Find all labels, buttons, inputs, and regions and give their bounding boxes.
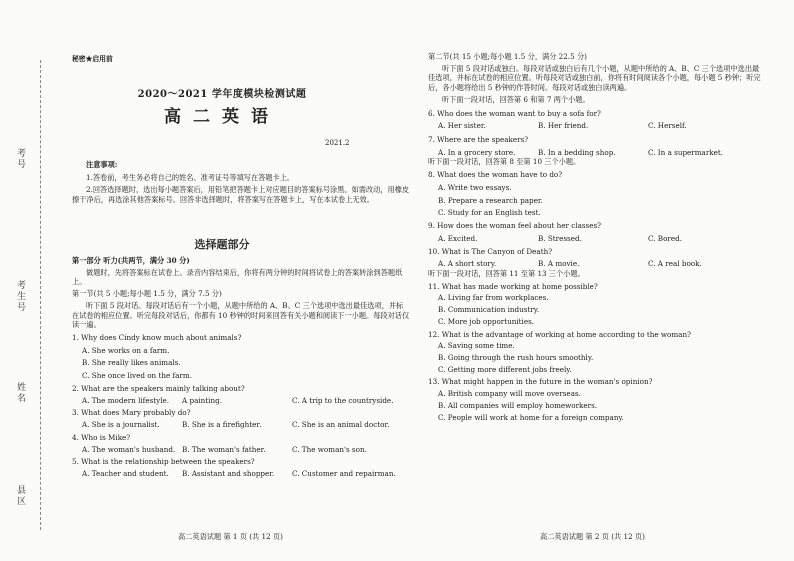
option-b: B. Stressed. xyxy=(538,233,582,243)
question-text: 2. What are the speakers mainly talking about? xyxy=(72,383,245,393)
question-5 xyxy=(72,457,410,478)
section2-title: 第二节(共 15 小题;每小题 1.5 分，满分 22.5 分) xyxy=(428,52,587,61)
exam-title: 2020～2021 学年度模块检测试题 xyxy=(137,89,307,100)
question-1 xyxy=(72,333,410,381)
option-a: A. The woman's husband. xyxy=(82,444,176,454)
option-c: C. The woman's son. xyxy=(292,444,367,454)
seal-line xyxy=(40,60,41,530)
listen-instruction: 听下面一段对话，回答第 6 和第 7 两个小题。 xyxy=(442,94,590,104)
section-title: 选择题部分 xyxy=(194,238,250,251)
candidate-number-label: 考生号 xyxy=(15,280,25,313)
binding-margin xyxy=(0,0,52,561)
question-13 xyxy=(428,377,766,422)
question-text: 11. What has made working at home possible? xyxy=(428,281,598,291)
question-text: 3. What does Mary probably do? xyxy=(72,408,191,418)
option-a: A. In a grocery store. xyxy=(438,147,516,157)
option-c: C. Herself. xyxy=(648,121,687,131)
option-b: B. Prepare a research paper. xyxy=(438,195,543,205)
page-footer-right: 高二英语试题 第 2 页 (共 12 页) xyxy=(540,532,645,541)
question-12 xyxy=(428,330,766,375)
part-title: 第一部分 听力(共两节，满分 30 分) xyxy=(72,256,190,265)
confidential-mark: 秘密★启用前 xyxy=(72,55,113,63)
option-c: C. She once lived on the farm. xyxy=(82,371,192,381)
options-row xyxy=(72,420,410,430)
question-text: 4. Who is Mike? xyxy=(72,432,131,442)
instruction-item: 1.答卷前，考生务必将自己的姓名、准考证号等填写在答题卡上。 xyxy=(86,172,295,182)
question-3 xyxy=(72,408,410,429)
option-a: A. Living far from workplaces. xyxy=(438,293,549,303)
exam-date: 2021.2 xyxy=(325,139,350,147)
option-a: A. She is a journalist. xyxy=(82,420,160,430)
option-a: A. A short story. xyxy=(438,259,497,269)
option-c: C. She is an animal doctor. xyxy=(292,420,390,430)
options-row xyxy=(72,396,410,406)
instructions-heading: 注意事项: xyxy=(86,160,118,169)
question-7 xyxy=(428,135,766,157)
option-c: C. More job opportunities. xyxy=(438,316,535,326)
question-11 xyxy=(428,282,766,327)
options-row xyxy=(428,148,766,158)
question-text: 1. Why does Cindy know much about animals? xyxy=(72,333,242,343)
option-c: C. A trip to the countryside. xyxy=(292,395,394,405)
option-a: A. She works on a farm. xyxy=(82,345,170,355)
option-b: A painting. xyxy=(182,395,222,405)
option-a: A. British company will move overseas. xyxy=(438,389,581,399)
option-b: B. Going through the rush hours smoothly. xyxy=(438,352,594,362)
question-text: 13. What might happen in the future in the woman's opinion? xyxy=(428,377,653,387)
section1-intro: 听下面 5 段对话。每段对话后有一个小题，从题中所给的 A、B、C 三个选项中选出最佳选项，并标在试卷的相应位置。听完每段对话后，你都有 10 秒钟的时间来回答有关小题和阅读下一小题。每段对话仅读一遍。 xyxy=(72,300,410,330)
question-text: 7. Where are the speakers? xyxy=(428,135,529,145)
question-10 xyxy=(428,247,766,269)
name-label: 姓名 xyxy=(15,382,25,404)
option-a: A. Write two essays. xyxy=(438,182,512,192)
listening-part xyxy=(72,256,410,479)
question-text: 12. What is the advantage of working at home according to the woman? xyxy=(428,329,691,339)
question-text: 10. What is The Canyon of Death? xyxy=(428,246,553,256)
options-row xyxy=(428,259,766,269)
listening-section-2 xyxy=(428,52,766,424)
question-text: 6. Who does the woman want to buy a sofa for? xyxy=(428,108,601,118)
question-text: 8. What does the woman have to do? xyxy=(428,170,563,180)
options-row xyxy=(428,121,766,131)
option-b: B. Her friend. xyxy=(538,121,589,131)
option-c: C. A real book. xyxy=(648,259,702,269)
options-row xyxy=(428,234,766,244)
listen-instruction: 听下面一段对话，回答第 11 至第 13 三个小题。 xyxy=(428,268,585,278)
instructions xyxy=(72,160,410,208)
option-a: A. The modern lifestyle. xyxy=(82,395,170,405)
option-b: B. All companies will employ homeworkers. xyxy=(438,400,598,410)
page-footer-left: 高二英语试题 第 1 页 (共 12 页) xyxy=(178,532,283,541)
option-c: C. Customer and repairman. xyxy=(292,468,396,478)
exam-number-label: 考号 xyxy=(15,148,25,170)
options-row xyxy=(72,445,410,455)
option-a: A. Teacher and student. xyxy=(82,468,169,478)
question-6 xyxy=(428,109,766,131)
option-a: A. Her sister. xyxy=(438,121,486,131)
option-b: B. Communication industry. xyxy=(438,305,540,315)
option-b: B. She really likes animals. xyxy=(82,358,181,368)
option-c: C. In a supermarket. xyxy=(648,147,724,157)
question-2 xyxy=(72,384,410,405)
question-8 xyxy=(428,170,766,218)
listen-instruction: 听下面一段对话，回答第 8 至第 10 三个小题。 xyxy=(428,157,581,167)
option-c: C. Bored. xyxy=(648,233,682,243)
section1-title: 第一节(共 5 小题;每小题 1.5 分，满分 7.5 分) xyxy=(72,289,222,299)
instruction-item: 2.回答选择题时，选出每小题答案后，用铅笔把答题卡上对应题目的答案标号涂黑。如需改动，用橡皮擦干净后，再选涂其他答案标号。回答非选择题时，将答案写在答题卡上，写在本试卷上无效。 xyxy=(72,185,410,205)
option-a: A. Saving some time. xyxy=(438,341,515,351)
section2-intro: 听下面 5 段对话或独白。每段对话或独白后有几个小题，从题中所给的 A、B、C 三个选项中选出最佳选项，并标在试卷的相应位置。听每段对话或独白前，你将有时间阅读各个小题，每小题 5 秒钟；听完后，各小题将给出 5 秒钟的作答时间。每段对话或独白读两遍。 xyxy=(428,63,761,93)
question-4 xyxy=(72,433,410,454)
option-c: C. People will work at home for a foreign company. xyxy=(438,412,624,422)
question-text: 5. What is the relationship between the speakers? xyxy=(72,457,255,467)
option-b: B. A movie. xyxy=(538,259,580,269)
county-label: 县区 xyxy=(15,485,25,507)
subject-title: 高二英语 xyxy=(164,107,280,127)
option-b: B. She is a firefighter. xyxy=(182,420,262,430)
option-c: C. Getting more different jobs freely. xyxy=(438,364,572,374)
option-a: A. Excited. xyxy=(438,233,478,243)
question-9 xyxy=(428,221,766,243)
option-b: B. The woman's father. xyxy=(182,444,266,454)
options-row xyxy=(72,469,410,479)
part-intro: 做题时，先将答案标在试卷上。录音内容结束后，你将有两分钟的时间将试卷上的答案转涂到答题纸上。 xyxy=(72,267,403,287)
option-b: B. Assistant and shopper. xyxy=(182,468,275,478)
question-text: 9. How does the woman feel about her classes? xyxy=(428,221,602,231)
option-b: B. In a bedding shop. xyxy=(538,147,616,157)
option-c: C. Study for an English test. xyxy=(438,208,541,218)
